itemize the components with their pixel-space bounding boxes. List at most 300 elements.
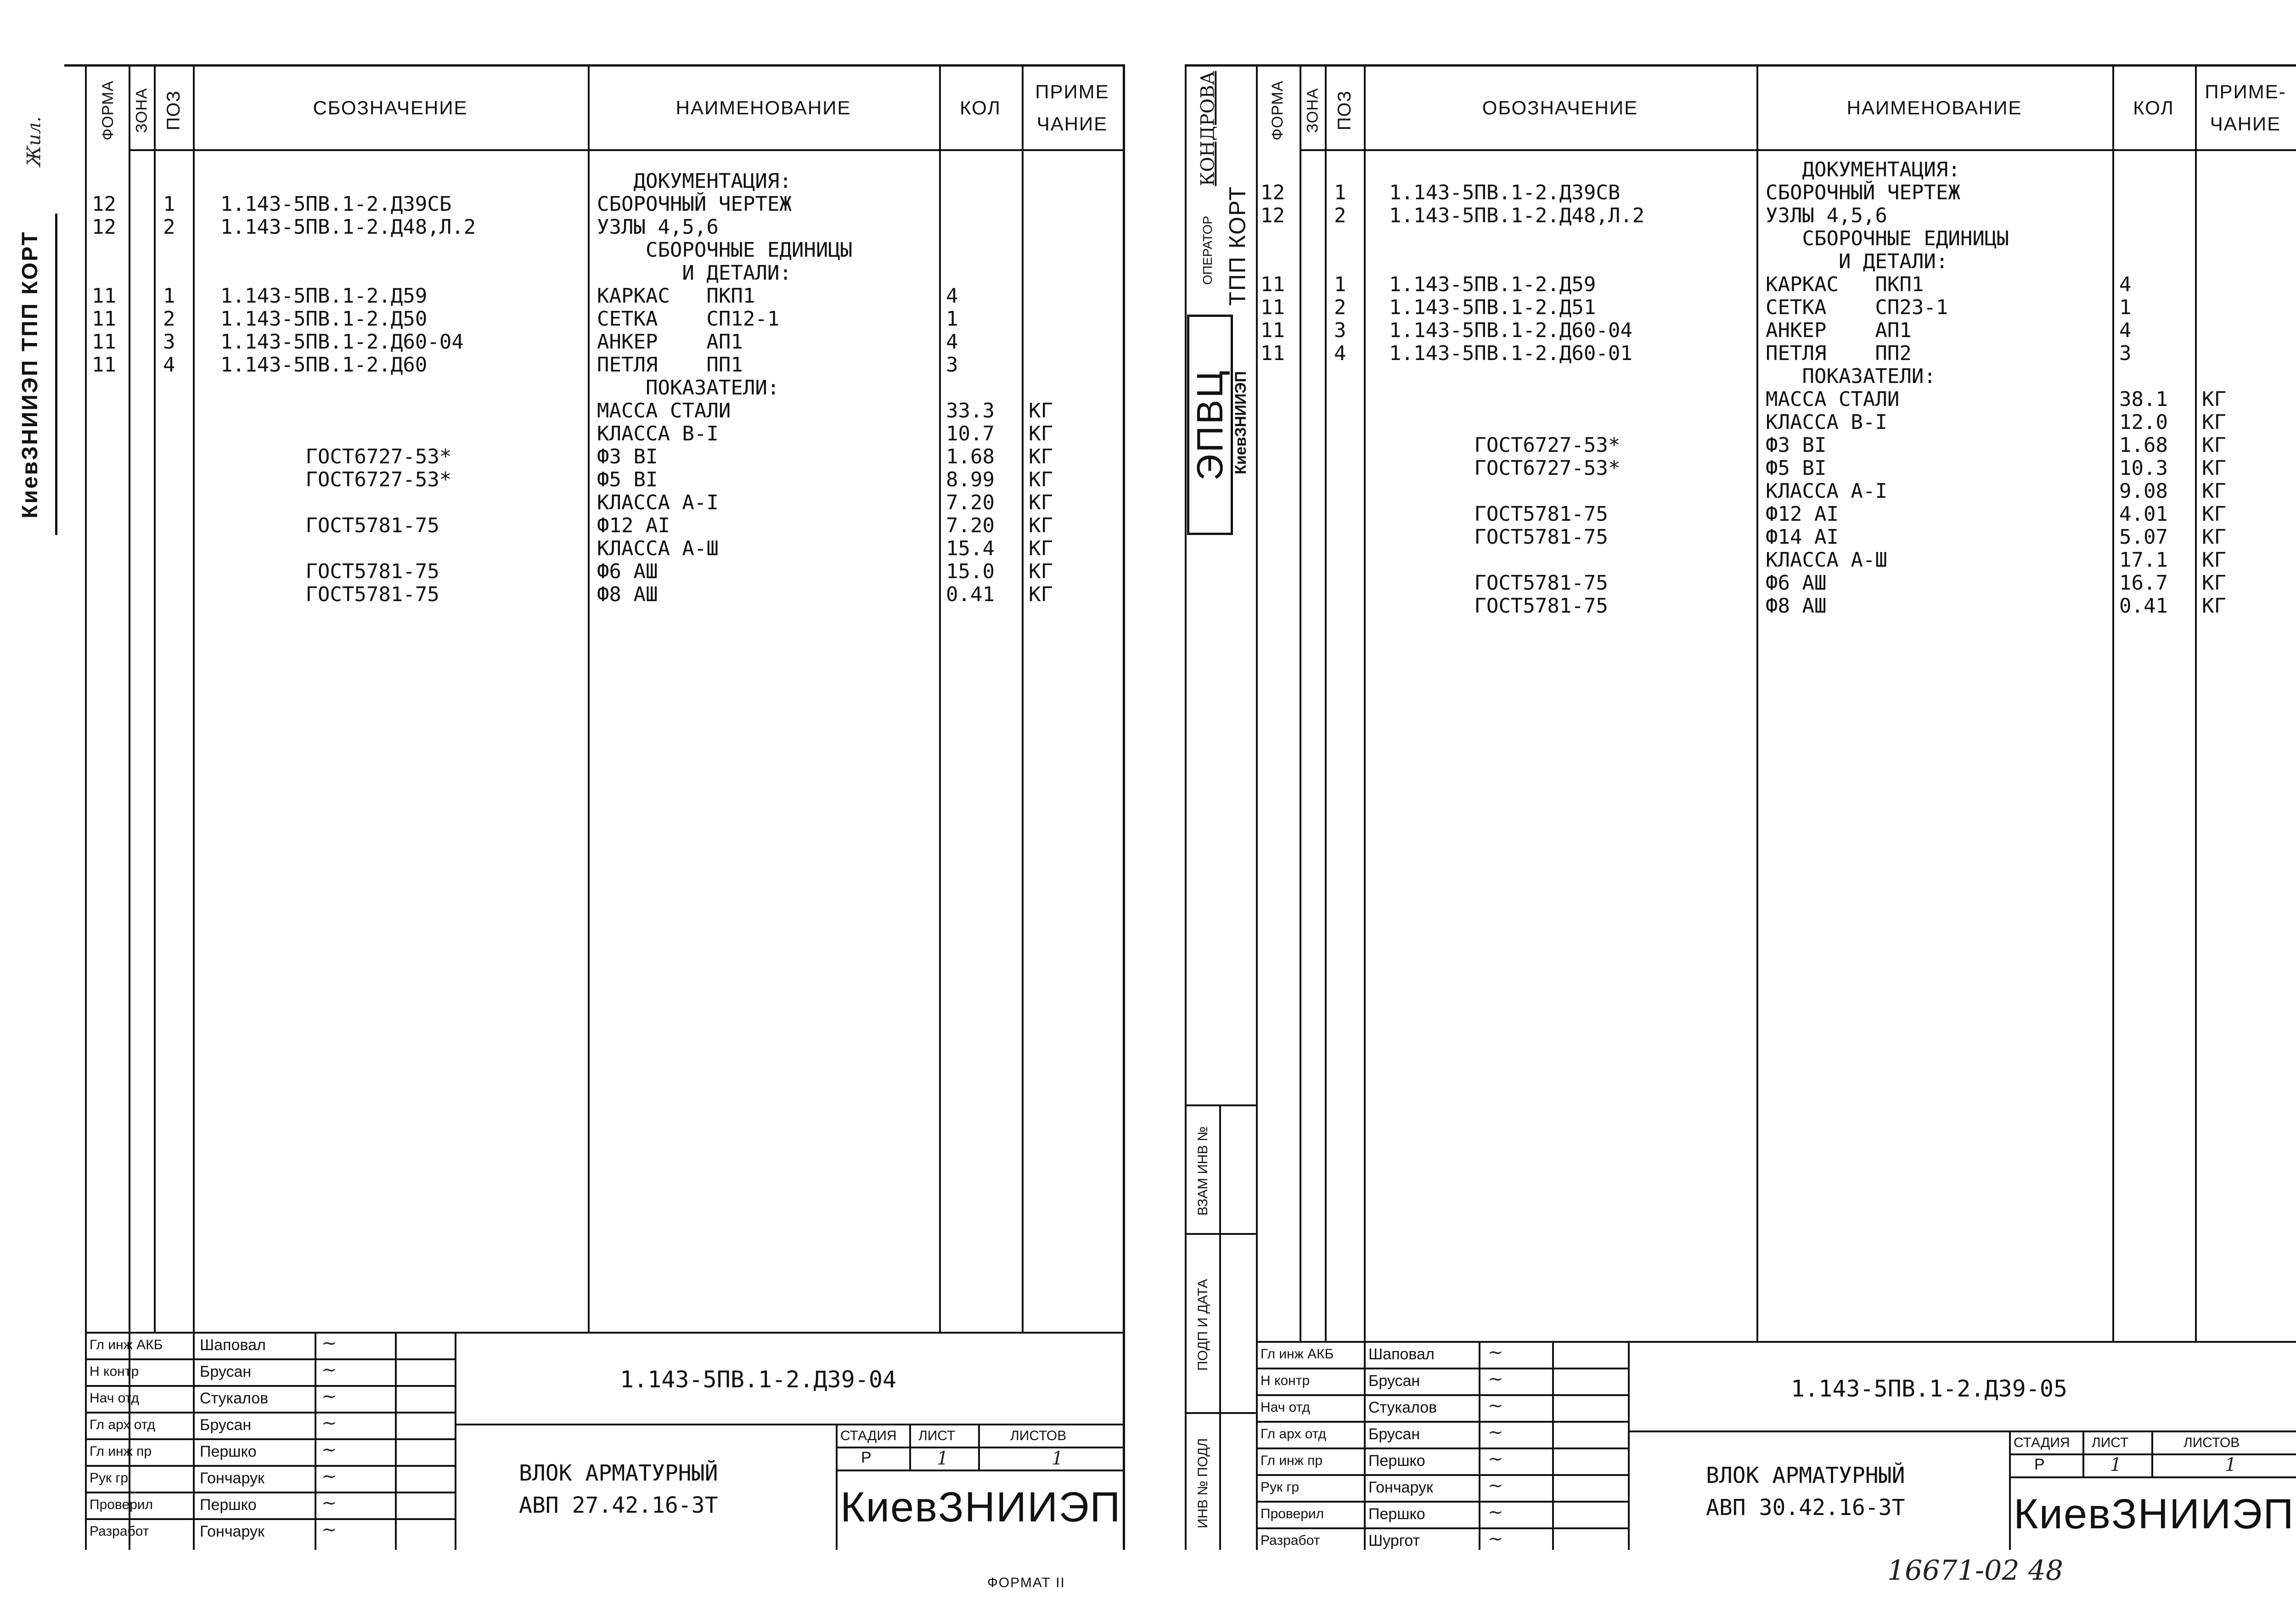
header-zona: ЗОНА	[133, 88, 150, 133]
naimenovanie-cell: СБОРОЧНЫЕ ЕДИНИЦЫ	[1766, 227, 2009, 250]
oboznachenie-cell: 1.143-5ПВ.1-2.Д60-04	[220, 330, 464, 354]
poz-cell: 1	[163, 284, 175, 308]
organization-name: КиевЗНИИЭП	[840, 1484, 1121, 1531]
header-oboznachenie: ОБОЗНАЧЕНИЕ	[1482, 97, 1638, 118]
signature-mark: ~	[321, 1359, 337, 1380]
primechanie-cell: КГ	[1029, 399, 1053, 422]
approval-row-line	[85, 1492, 455, 1493]
table-row	[64, 262, 1123, 285]
kol-cell: 1	[2119, 296, 2132, 319]
primechanie-cell: КГ	[1029, 491, 1053, 514]
signature-mark: ~	[1488, 1395, 1503, 1416]
forma-cell: 11	[92, 307, 116, 331]
oboznachenie-cell: 1.143-5ПВ.1-2.Д59	[1389, 273, 1596, 296]
naimenovanie-cell: АНКЕР АП1	[597, 330, 743, 354]
signature-mark: ~	[321, 1386, 337, 1407]
naimenovanie-cell: И ДЕТАЛИ:	[1766, 250, 1948, 273]
approval-role: Рук гр	[90, 1470, 129, 1486]
naimenovanie-cell: КАРКАС ПКП1	[597, 284, 755, 308]
naimenovanie-cell: МАССА СТАЛИ	[1766, 388, 1900, 411]
approval-name: Гончарук	[1368, 1479, 1433, 1496]
title-line-2: АВП 30.42.16-3Т	[1706, 1495, 1905, 1521]
table-row	[1185, 434, 2296, 457]
table-row	[64, 560, 1123, 583]
approval-row-line	[85, 1385, 455, 1387]
side-label-podp: ПОДП И ДАТА	[1195, 1279, 1210, 1371]
header-naimenovanie: НАИМЕНОВАНИЕ	[675, 97, 851, 118]
title-block-column	[455, 1332, 456, 1550]
oboznachenie-cell: 1.143-5ПВ.1-2.Д51	[1389, 296, 1596, 319]
table-row	[1185, 503, 2296, 526]
table-row	[1185, 595, 2296, 618]
primechanie-cell: КГ	[1029, 445, 1053, 468]
table-row	[1185, 411, 2296, 434]
naimenovanie-cell: Ф12 АI	[597, 514, 670, 537]
poz-cell: 1	[1334, 181, 1346, 204]
table-row	[64, 308, 1123, 331]
organization-name: КиевЗНИИЭП	[2014, 1491, 2295, 1537]
primechanie-cell: КГ	[2202, 434, 2226, 457]
signature-mark: ~	[1488, 1368, 1503, 1390]
naimenovanie-cell: ПОКАЗАТЕЛИ:	[1766, 365, 1936, 388]
naimenovanie-cell: АНКЕР АП1	[1766, 319, 1912, 342]
oboznachenie-cell: ГОСТ6727-53*	[1389, 434, 1621, 457]
sheets-value: 1	[1052, 1448, 1064, 1469]
approval-role: Нач отд	[1261, 1400, 1310, 1415]
kol-cell: 7.20	[946, 514, 995, 537]
signature-mark: ~	[321, 1466, 337, 1487]
naimenovanie-cell: МАССА СТАЛИ	[597, 399, 731, 422]
specification-sheet-right	[1185, 64, 2296, 1550]
header-poz: ПОЗ	[1334, 90, 1355, 130]
kol-cell: 1	[946, 307, 958, 331]
side-divider	[1219, 1104, 1221, 1550]
primechanie-cell: КГ	[2202, 548, 2226, 572]
naimenovanie-cell: ДОКУМЕНТАЦИЯ:	[1766, 158, 1960, 181]
naimenovanie-cell: УЗЛЫ 4,5,6	[1766, 204, 1887, 227]
approval-role: Гл арх отд	[1261, 1426, 1327, 1442]
title-block-column	[1479, 1341, 1480, 1550]
kol-cell: 10.7	[946, 422, 995, 445]
approval-role: Н контр	[90, 1364, 139, 1379]
table-row	[64, 445, 1123, 468]
stage-value: Р	[2034, 1456, 2045, 1473]
oboznachenie-cell: 1.143-5ПВ.1-2.Д39СВ	[1389, 181, 1621, 204]
forma-cell: 11	[92, 284, 116, 308]
primechanie-cell: КГ	[1029, 537, 1053, 560]
header-kol: КОЛ	[960, 97, 1001, 118]
kol-cell: 4	[946, 330, 958, 354]
forma-cell: 12	[92, 215, 116, 239]
approval-row-line	[85, 1412, 455, 1414]
table-row	[1185, 572, 2296, 595]
approval-row-line	[1256, 1447, 1628, 1449]
naimenovanie-cell: СБОРОЧНЫЕ ЕДИНИЦЫ	[597, 238, 853, 262]
title-block-column	[395, 1332, 397, 1550]
table-row	[1185, 273, 2296, 296]
oboznachenie-cell: 1.143-5ПВ.1-2.Д48,Л.2	[220, 215, 476, 239]
approval-row-line	[1256, 1421, 1628, 1423]
sheets-label: ЛИСТОВ	[2183, 1435, 2240, 1450]
kol-cell: 3	[2119, 342, 2132, 365]
side-stamp-operator: ОПЕРАТОР	[1200, 215, 1215, 285]
handwritten-archive-number: 16671-02 48	[1887, 1554, 2063, 1587]
primechanie-cell: КГ	[1029, 560, 1053, 583]
naimenovanie-cell: СЕТКА СП23-1	[1766, 296, 1948, 319]
oboznachenie-cell: 1.143-5ПВ.1-2.Д60	[220, 353, 428, 377]
primechanie-cell: КГ	[1029, 468, 1053, 491]
approval-name: Гончарук	[200, 1523, 264, 1540]
table-row	[64, 468, 1123, 491]
table-row	[64, 514, 1123, 537]
approval-row-line	[1256, 1394, 1628, 1396]
stage-line	[2009, 1453, 2296, 1455]
kol-cell: 12.0	[2119, 411, 2168, 434]
kol-cell: 8.99	[946, 468, 995, 491]
approval-name: Шаповал	[200, 1336, 266, 1354]
table-row	[1185, 549, 2296, 572]
stage-label: СТАДИЯ	[840, 1428, 897, 1443]
title-block-top	[85, 1332, 1123, 1334]
approval-role: Гл инж пр	[90, 1444, 152, 1459]
oboznachenie-cell: ГОСТ6727-53*	[220, 445, 452, 468]
signature-mark: ~	[321, 1519, 337, 1540]
forma-cell: 12	[1261, 181, 1285, 204]
stage-line	[836, 1424, 838, 1550]
primechanie-cell: КГ	[2202, 502, 2226, 526]
signature-mark: ~	[321, 1333, 337, 1354]
specification-sheet-left	[17, 64, 1125, 1590]
sheet-label: ЛИСТ	[918, 1428, 956, 1443]
poz-cell: 1	[163, 192, 175, 216]
table-row	[64, 583, 1123, 606]
oboznachenie-cell: 1.143-5ПВ.1-2.Д48,Л.2	[1389, 204, 1645, 227]
poz-cell: 2	[163, 307, 175, 331]
naimenovanie-cell: Ф6 АШ	[597, 560, 658, 583]
title-block-column	[193, 1332, 195, 1550]
naimenovanie-cell: КЛАССА А-I	[1766, 479, 1887, 503]
table-row	[1185, 204, 2296, 227]
sheet-value: 1	[2110, 1454, 2122, 1475]
naimenovanie-cell: СБОРОЧНЫЙ ЧЕРТЕЖ	[1766, 181, 1960, 204]
signature-mark: ~	[1488, 1422, 1503, 1443]
oboznachenie-cell: ГОСТ5781-75	[1389, 571, 1608, 595]
oboznachenie-cell: 1.143-5ПВ.1-2.Д50	[220, 307, 428, 331]
oboznachenie-cell: ГОСТ5781-75	[1389, 594, 1608, 618]
title-line-1: ВЛОК АРМАТУРНЫЙ	[1706, 1463, 1905, 1488]
kol-cell: 1.68	[946, 445, 995, 468]
signature-mark: ~	[1488, 1342, 1503, 1363]
title-block-line	[1628, 1430, 2296, 1432]
table-row	[64, 285, 1123, 308]
forma-cell: 11	[1261, 342, 1285, 365]
signature-mark: ~	[1488, 1502, 1503, 1523]
header-forma: ФОРМА	[1269, 80, 1286, 141]
approval-row-line	[85, 1518, 455, 1520]
kol-cell: 9.08	[2119, 479, 2168, 503]
title-block-column	[1552, 1341, 1554, 1550]
poz-cell: 1	[1334, 273, 1346, 296]
document-code: 1.143-5ПВ.1-2.Д39-05	[1791, 1375, 2068, 1402]
sheet-value: 1	[937, 1448, 949, 1469]
approval-role: Разработ	[1261, 1533, 1320, 1548]
oboznachenie-cell: 1.143-5ПВ.1-2.Д59	[220, 284, 428, 308]
signature-mark: ~	[321, 1413, 337, 1434]
kol-cell: 3	[946, 353, 958, 377]
title-block-line	[455, 1424, 1123, 1425]
side-stamp-epvc: ЭПВЦ	[1187, 315, 1233, 535]
side-signature: Жил.	[23, 116, 45, 167]
kol-cell: 4.01	[2119, 502, 2168, 526]
table-row	[64, 422, 1123, 445]
naimenovanie-cell: КЛАССА А-Ш	[597, 537, 719, 560]
kol-cell: 0.41	[946, 583, 995, 606]
naimenovanie-cell: КАРКАС ПКП1	[1766, 273, 1924, 296]
naimenovanie-cell: ПЕТЛЯ ПП2	[1766, 342, 1912, 365]
oboznachenie-cell: ГОСТ5781-75	[220, 583, 439, 606]
naimenovanie-cell: Ф3 ВI	[1766, 434, 1827, 457]
header-oboznachenie: СБОЗНАЧЕНИЕ	[313, 97, 468, 118]
approval-name: Першко	[200, 1496, 257, 1514]
oboznachenie-cell: ГОСТ5781-75	[1389, 502, 1608, 526]
naimenovanie-cell: Ф8 АШ	[1766, 594, 1827, 618]
primechanie-cell: КГ	[1029, 422, 1053, 445]
header-primechanie: ПРИМЕ ЧАНИЕ	[1035, 81, 1109, 135]
kol-cell: 10.3	[2119, 456, 2168, 480]
approval-role: Проверил	[1261, 1506, 1324, 1521]
kol-cell: 15.0	[946, 560, 995, 583]
approval-name: Стукалов	[200, 1390, 269, 1407]
poz-cell: 2	[163, 215, 175, 239]
table-row	[64, 537, 1123, 560]
primechanie-cell: КГ	[1029, 514, 1053, 537]
title-line-2: АВП 27.42.16-3Т	[519, 1492, 718, 1518]
table-row	[1185, 342, 2296, 365]
kol-cell: 1.68	[2119, 434, 2168, 457]
header-divider	[129, 149, 1123, 151]
approval-role: Проверил	[90, 1497, 153, 1512]
oboznachenie-cell: ГОСТ6727-53*	[1389, 456, 1621, 480]
approval-row-line	[1256, 1527, 1628, 1529]
approval-row-line	[85, 1465, 455, 1467]
primechanie-cell: КГ	[2202, 479, 2226, 503]
approval-name: Першко	[200, 1443, 257, 1460]
approval-name: Першко	[1368, 1452, 1425, 1470]
naimenovanie-cell: ПЕТЛЯ ПП1	[597, 353, 743, 377]
approval-role: Нач отд	[90, 1391, 139, 1406]
naimenovanie-cell: Ф12 АI	[1766, 502, 1839, 526]
naimenovanie-cell: КЛАССА В-I	[597, 422, 719, 445]
stage-value: Р	[861, 1449, 872, 1466]
title-block-column	[1364, 1341, 1366, 1550]
kol-cell: 4	[2119, 319, 2132, 342]
table-row	[1185, 181, 2296, 204]
approval-name: Брусан	[200, 1416, 252, 1434]
naimenovanie-cell: СБОРОЧНЫЙ ЧЕРТЕЖ	[597, 192, 792, 216]
naimenovanie-cell: КЛАССА А-Ш	[1766, 548, 1887, 572]
side-stamp: КиевЗНИИЭП ТПП КОРТ	[5, 214, 57, 535]
table-row	[64, 491, 1123, 514]
signature-mark: ~	[1488, 1475, 1503, 1496]
table-row	[64, 239, 1123, 262]
oboznachenie-cell: ГОСТ5781-75	[1389, 525, 1608, 549]
approval-row-line	[85, 1438, 455, 1440]
kol-cell: 4	[2119, 273, 2132, 296]
primechanie-cell: КГ	[2202, 594, 2226, 618]
approval-role: Гл инж АКБ	[90, 1337, 163, 1352]
side-label-inv: ИНВ № ПОДЛ	[1195, 1438, 1210, 1529]
signature-mark: ~	[321, 1492, 337, 1514]
table-row	[64, 377, 1123, 400]
table-row	[1185, 480, 2296, 503]
sheet-label: ЛИСТ	[2092, 1435, 2129, 1450]
table-row	[1185, 526, 2296, 549]
header-kol: КОЛ	[2133, 97, 2174, 118]
side-stamp-tpp: ТПП КОРТ	[1225, 186, 1251, 306]
forma-cell: 12	[1261, 204, 1285, 227]
forma-cell: 11	[1261, 273, 1285, 296]
oboznachenie-cell: ГОСТ5781-75	[220, 560, 439, 583]
forma-cell: 11	[92, 330, 116, 354]
table-row	[64, 170, 1123, 193]
approval-role: Рук гр	[1261, 1480, 1300, 1495]
table-row	[64, 216, 1123, 239]
stage-line	[2009, 1430, 2011, 1550]
approval-name: Гончарук	[200, 1470, 264, 1487]
kol-cell: 17.1	[2119, 548, 2168, 572]
format-label: ФОРМАТ II	[987, 1575, 1065, 1590]
approval-name: Брусан	[1368, 1425, 1420, 1443]
approval-name: Брусан	[200, 1363, 252, 1380]
side-stamp-org: КиевЗНИИЭП	[1232, 371, 1250, 474]
header-zona: ЗОНА	[1304, 88, 1321, 133]
stage-label: СТАДИЯ	[2014, 1435, 2070, 1450]
naimenovanie-cell: СЕТКА СП12-1	[597, 307, 780, 331]
naimenovanie-cell: Ф8 АШ	[597, 583, 658, 606]
signature-mark: ~	[1488, 1448, 1503, 1470]
oboznachenie-cell: 1.143-5ПВ.1-2.Д60-04	[1389, 319, 1632, 342]
approval-row-line	[1256, 1501, 1628, 1503]
table-row	[1185, 250, 2296, 273]
naimenovanie-cell: ДОКУМЕНТАЦИЯ:	[597, 169, 792, 193]
primechanie-cell: КГ	[2202, 525, 2226, 549]
header-primechanie: ПРИМЕ- ЧАНИЕ	[2205, 81, 2286, 135]
naimenovanie-cell: КЛАССА В-I	[1766, 411, 1887, 434]
primechanie-cell: КГ	[2202, 456, 2226, 480]
table-row	[1185, 365, 2296, 388]
title-block-top	[1256, 1341, 2296, 1343]
title-line-1: ВЛОК АРМАТУРНЫЙ	[519, 1460, 718, 1486]
table-row	[64, 331, 1123, 354]
table-row	[1185, 227, 2296, 250]
table-row	[64, 400, 1123, 422]
table-row	[64, 193, 1123, 216]
sheets-value: 1	[2225, 1454, 2237, 1475]
naimenovanie-cell: ПОКАЗАТЕЛИ:	[597, 376, 780, 400]
approval-row-line	[1256, 1368, 1628, 1369]
kol-cell: 33.3	[946, 399, 995, 422]
sheets-label: ЛИСТОВ	[1010, 1428, 1067, 1443]
approval-row-line	[85, 1358, 455, 1360]
oboznachenie-cell: ГОСТ5781-75	[220, 514, 439, 537]
primechanie-cell: КГ	[1029, 583, 1053, 606]
kol-cell: 15.4	[946, 537, 995, 560]
approval-role: Гл арх отд	[90, 1417, 156, 1432]
approval-role: Гл инж АКБ	[1261, 1346, 1334, 1362]
kol-cell: 38.1	[2119, 388, 2168, 411]
poz-cell: 2	[1334, 296, 1346, 319]
stage-line	[2009, 1476, 2296, 1478]
title-block-column	[315, 1332, 316, 1550]
naimenovanie-cell: Ф14 АI	[1766, 525, 1839, 549]
poz-cell: 3	[1334, 319, 1346, 342]
kol-cell: 0.41	[2119, 594, 2168, 618]
header-naimenovanie: НАИМЕНОВАНИЕ	[1846, 97, 2022, 118]
approval-name: Брусан	[1368, 1372, 1420, 1390]
primechanie-cell: КГ	[2202, 411, 2226, 434]
table-row	[1185, 457, 2296, 480]
approval-role: Гл инж пр	[1261, 1453, 1323, 1468]
approval-name: Першко	[1368, 1505, 1425, 1523]
oboznachenie-cell: ГОСТ6727-53*	[220, 468, 452, 491]
table-row	[1185, 158, 2296, 181]
signature-mark: ~	[321, 1439, 337, 1460]
approval-role: Разработ	[90, 1524, 149, 1539]
forma-cell: 12	[92, 192, 116, 216]
approval-name: Шаповал	[1368, 1346, 1435, 1363]
naimenovanie-cell: Ф3 ВI	[597, 445, 658, 468]
kol-cell: 16.7	[2119, 571, 2168, 595]
table-row	[1185, 319, 2296, 342]
naimenovanie-cell: Ф5 ВI	[597, 468, 658, 491]
table-row	[64, 354, 1123, 377]
approval-name: Шургот	[1368, 1532, 1420, 1549]
forma-cell: 11	[1261, 319, 1285, 342]
table-row	[1185, 388, 2296, 411]
naimenovanie-cell: Ф5 ВI	[1766, 456, 1827, 480]
approval-role: Н контр	[1261, 1373, 1310, 1388]
forma-cell: 11	[92, 353, 116, 377]
stage-line	[836, 1447, 1123, 1448]
side-stamp-name: КОНДРОВА	[1197, 71, 1219, 186]
title-block-column	[1628, 1341, 1630, 1550]
header-forma: ФОРМА	[99, 80, 117, 141]
signature-mark: ~	[1488, 1528, 1503, 1549]
side-label-vzam: ВЗАМ ИНВ №	[1195, 1126, 1211, 1216]
poz-cell: 3	[163, 330, 175, 354]
document-code: 1.143-5ПВ.1-2.Д39-04	[620, 1366, 897, 1393]
poz-cell: 4	[163, 353, 175, 377]
naimenovanie-cell: Ф6 АШ	[1766, 571, 1827, 595]
oboznachenie-cell: 1.143-5ПВ.1-2.Д39СБ	[220, 192, 452, 216]
kol-cell: 5.07	[2119, 525, 2168, 549]
approval-name: Стукалов	[1368, 1399, 1437, 1416]
kol-cell: 4	[946, 284, 958, 308]
naimenovanie-cell: КЛАССА А-I	[597, 491, 719, 514]
primechanie-cell: КГ	[2202, 571, 2226, 595]
table-row	[1185, 296, 2296, 319]
naimenovanie-cell: И ДЕТАЛИ:	[597, 261, 792, 285]
poz-cell: 2	[1334, 204, 1346, 227]
oboznachenie-cell: 1.143-5ПВ.1-2.Д60-01	[1389, 342, 1632, 365]
primechanie-cell: КГ	[2202, 388, 2226, 411]
poz-cell: 4	[1334, 342, 1346, 365]
forma-cell: 11	[1261, 296, 1285, 319]
stage-line	[836, 1470, 1123, 1471]
kol-cell: 7.20	[946, 491, 995, 514]
naimenovanie-cell: УЗЛЫ 4,5,6	[597, 215, 719, 239]
approval-row-line	[1256, 1474, 1628, 1476]
